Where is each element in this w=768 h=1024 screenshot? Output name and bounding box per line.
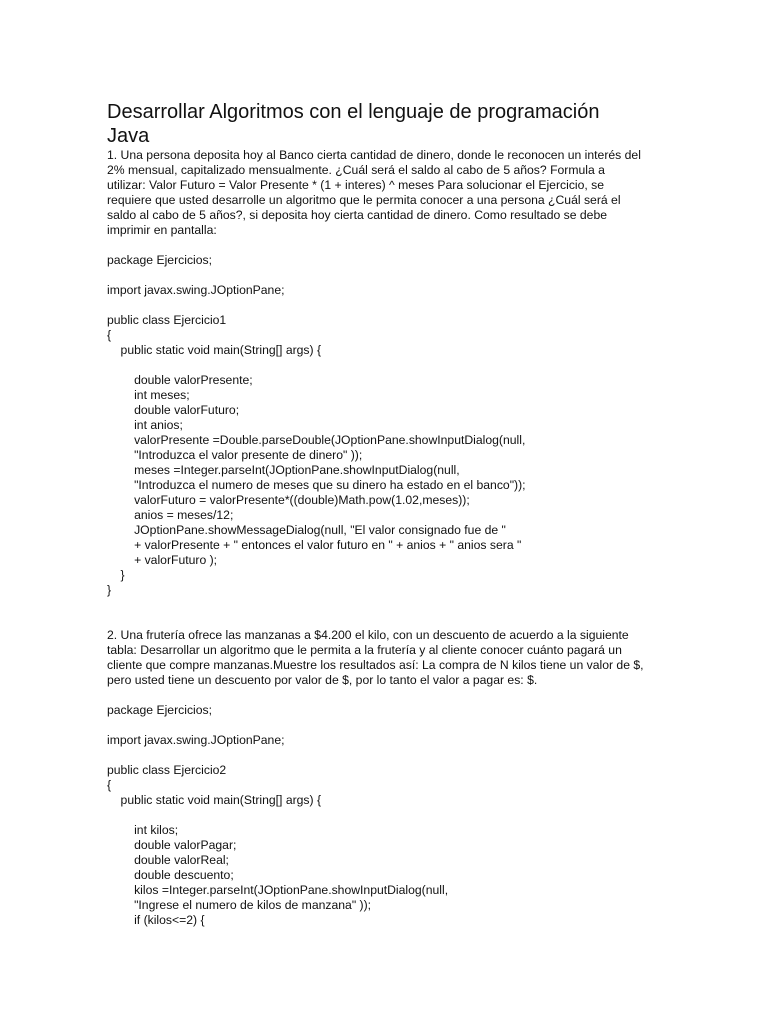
document-title: Desarrollar Algoritmos con el lenguaje de programación Java [107,101,600,147]
exercise-1-import-line: import javax.swing.JOptionPane; [107,283,285,297]
exercise-2-package-line: package Ejercicios; [107,703,212,717]
exercise-2-import-line: import javax.swing.JOptionPane; [107,733,285,747]
exercise-1-package-line: package Ejercicios; [107,253,212,267]
exercise-1-statement: 1. Una persona deposita hoy al Banco cierta cantidad de dinero, donde le reconocen un interés del 2% mensual, capitalizado mensualmente. ¿Cuál será el saldo al cabo de 5 años? Formula a utilizar: Valor Futuro = Valor Presente * (1 + interes) ^ meses Para solucionar el Ejercicio, se requiere que usted desarrolle un algoritmo que le permita conocer a una persona ¿Cuál será el saldo al cabo de 5 años?, si deposita hoy cierta cantidad de dinero. Como resultado se debe imprimir en pantalla: [107,148,641,237]
document-page [107,100,667,928]
exercise-2-statement: 2. Una frutería ofrece las manzanas a $4.200 el kilo, con un descuento de acuerdo a la siguiente tabla: Desarrollar un algoritmo que le permita a la frutería y al cliente conocer cuánto pagará un cliente que compre manzanas.Muestre los resultados así: La compra de N kilos tiene un valor de $, pero usted tiene un descuento por valor de $, por lo tanto el valor a pagar es: $. [107,628,644,687]
exercise-2-code-block: public class Ejercicio2 { public static void main(String[] args) { int kilos; double valorPagar; double valorReal; double descuento; kilos =Integer.parseInt(JOptionPane.showInputDialog(null, "Ingrese el numero de kilos de manzana" )); if (kilos<=2) { [107,763,449,927]
exercise-1-code-block: public class Ejercicio1 { public static void main(String[] args) { double valorPresente; int meses; double valorFuturo; int anios; valorPresente =Double.parseDouble(JOptionPane.showInputDialog(null, "Introduzca el valor presente de dinero" )); meses =Integer.parseInt(JOptionPane.showInputDialog(null, "Introduzca el numero de meses que su dinero ha estado en el banco")); valorFuturo = valorPresente*((double)Math.pow(1.02,meses)); anios = meses/12; JOptionPane.showMessageDialog(null, "El valor consignado fue de " + valorPresente + " entonces el valor futuro en " + anios + " anios sera " + valorFuturo ); } } [107,313,526,597]
